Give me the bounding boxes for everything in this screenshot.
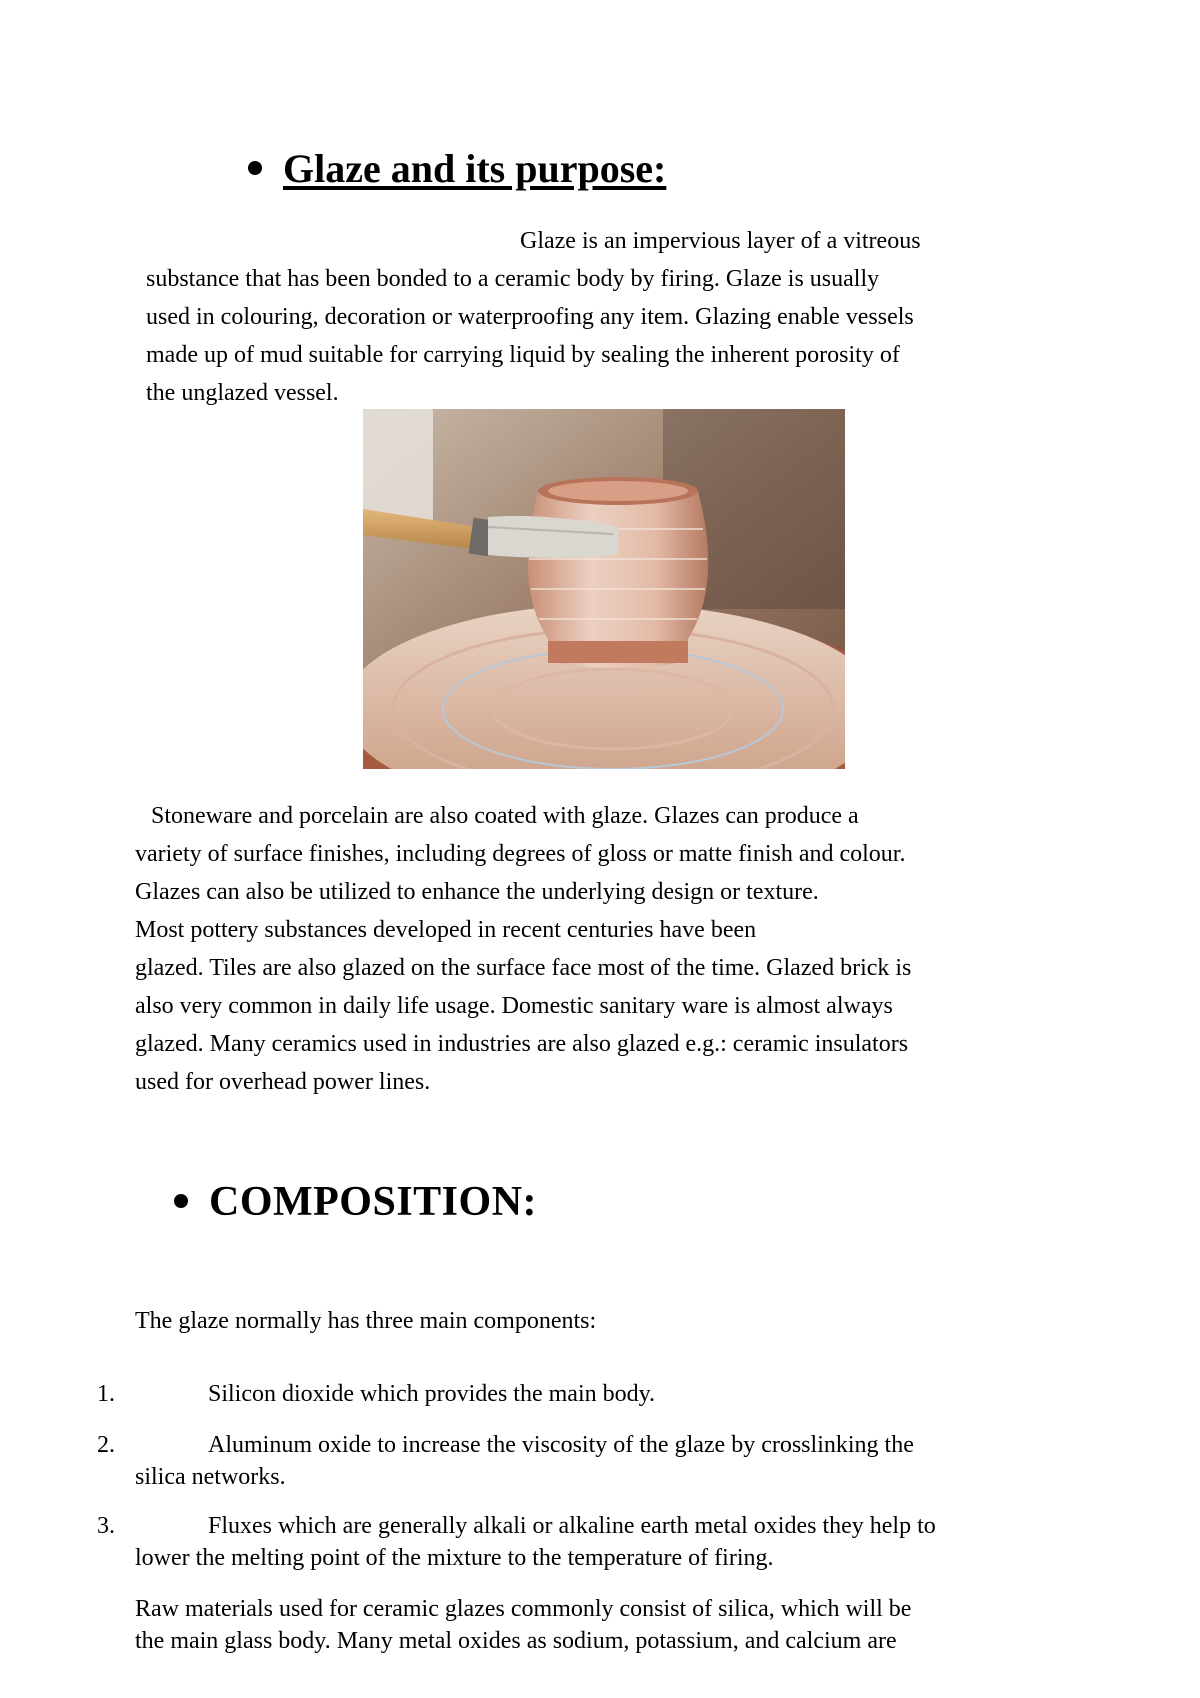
paragraph-line: variety of surface finishes, including degrees of gloss or matte finish and colour.: [135, 841, 906, 867]
list-number: 3.: [97, 1513, 115, 1539]
paragraph-line: Glazes can also be utilized to enhance the underlying design or texture.: [135, 879, 819, 905]
section-heading-composition: COMPOSITION:: [209, 1179, 538, 1225]
list-item-line: lower the melting point of the mixture to the temperature of firing.: [135, 1545, 774, 1571]
list-item-line: silica networks.: [135, 1464, 286, 1490]
list-number: 2.: [97, 1432, 115, 1458]
list-item-line: Aluminum oxide to increase the viscosity of the glaze by crosslinking the: [208, 1432, 914, 1458]
paragraph-line: Most pottery substances developed in recent centuries have been: [135, 917, 757, 943]
paragraph-line: made up of mud suitable for carrying liquid by sealing the inherent porosity of: [146, 342, 900, 368]
paragraph-line: used for overhead power lines.: [135, 1069, 431, 1095]
paragraph-line: substance that has been bonded to a ceramic body by firing. Glaze is usually: [146, 266, 880, 292]
paragraph-line: the main glass body. Many metal oxides as sodium, potassium, and calcium are: [135, 1628, 897, 1654]
bullet-icon: [174, 1194, 188, 1208]
paragraph-raw-materials: [135, 1593, 1095, 1657]
list-item-line: Silicon dioxide which provides the main body.: [208, 1381, 656, 1407]
list-item: [135, 1429, 1095, 1493]
pottery-glazing-photo: [363, 409, 845, 769]
paragraph-glaze-definition: [146, 222, 1086, 412]
bullet-icon: [248, 161, 262, 175]
paragraph-glaze-uses: [135, 797, 1085, 1101]
composition-intro: The glaze normally has three main components:: [135, 1308, 597, 1334]
paragraph-line: used in colouring, decoration or waterproofing any item. Glazing enable vessels: [146, 304, 914, 330]
list-item-line: Fluxes which are generally alkali or alkaline earth metal oxides they help to: [208, 1513, 936, 1539]
section-heading-glaze: Glaze and its purpose:: [283, 146, 667, 191]
paragraph-line: glazed. Tiles are also glazed on the surface face most of the time. Glazed brick is: [135, 955, 912, 981]
list-item: [135, 1378, 1095, 1410]
paragraph-line: the unglazed vessel.: [146, 380, 339, 406]
paragraph-line: Glaze is an impervious layer of a vitreous: [520, 228, 921, 254]
list-number: 1.: [97, 1381, 115, 1407]
paragraph-line: glazed. Many ceramics used in industries are also glazed e.g.: ceramic insulators: [135, 1031, 909, 1057]
paragraph-line: Raw materials used for ceramic glazes commonly consist of silica, which will be: [135, 1596, 912, 1622]
list-item: [135, 1510, 1095, 1574]
paragraph-line: also very common in daily life usage. Domestic sanitary ware is almost always: [135, 993, 893, 1019]
paragraph-line: Stoneware and porcelain are also coated with glaze. Glazes can produce a: [151, 803, 859, 829]
